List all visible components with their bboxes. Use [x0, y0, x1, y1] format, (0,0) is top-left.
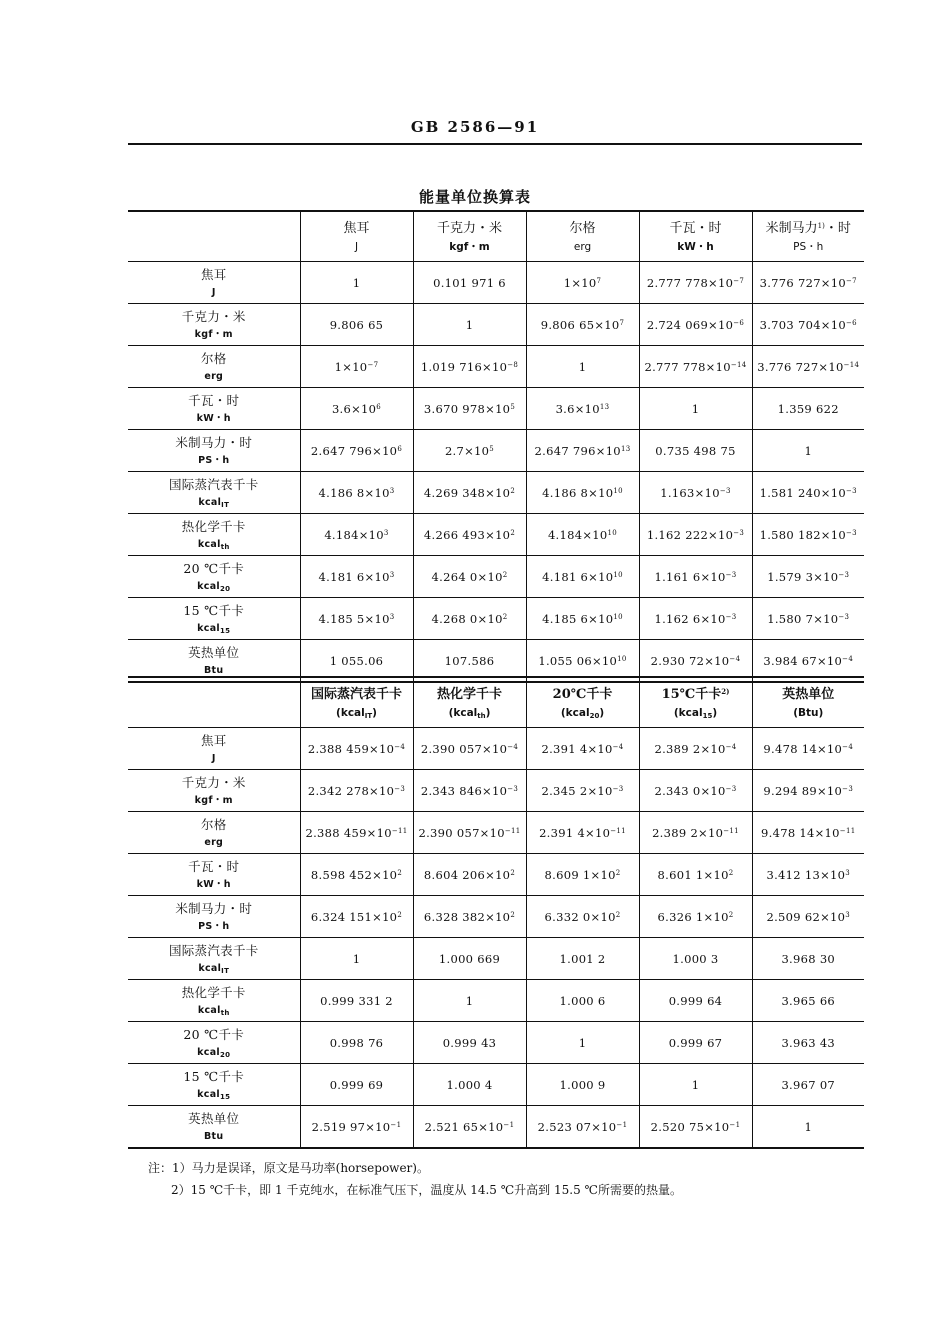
table-row: [128, 346, 864, 388]
table-cell: 3.967 07: [752, 1064, 864, 1106]
table-row: [128, 388, 864, 430]
column-header: 米制马力$^{1)}$・时 PS・h: [752, 211, 864, 262]
table-cell: 4.186 $8\times 10^{10}$: [526, 472, 639, 514]
footnote-2: 2）15 ℃千卡，即 1 千克纯水，在标准气压下，温度从 14.5 ℃升高到 15.5 ℃所需要的热量。: [171, 1183, 682, 1197]
table-cell: 1.580 $7\times 10^{-3}$: [752, 598, 864, 640]
table-cell: 2.343 $846\times 10^{-3}$: [413, 770, 526, 812]
table-cell: 2.519 $97\times 10^{-1}$: [300, 1106, 413, 1149]
table-cell: 8.601 $1\times 10^2$: [639, 854, 752, 896]
table-cell: 8.609 $1\times 10^2$: [526, 854, 639, 896]
table-cell: 0.999 64: [639, 980, 752, 1022]
table-cell: 2.388 $459\times 10^{-11}$: [300, 812, 413, 854]
row-header: 焦耳 J: [128, 262, 300, 304]
row-header: 米制马力・时 PS・h: [128, 896, 300, 938]
table-cell: 2.391 $4\times 10^{-4}$: [526, 728, 639, 770]
table-cell: 9.478 $14\times 10^{-4}$: [752, 728, 864, 770]
table-cell: 1: [639, 1064, 752, 1106]
table-cell: 2.509 $62\times 10^3$: [752, 896, 864, 938]
row-header: 米制马力・时 PS・h: [128, 430, 300, 472]
table-cell: 2.343 $0\times 10^{-3}$: [639, 770, 752, 812]
row-header: 千瓦・时 kW・h: [128, 388, 300, 430]
row-header: 焦耳 J: [128, 728, 300, 770]
table-cell: 9.478 $14\times 10^{-11}$: [752, 812, 864, 854]
table-cell: 2.777 $778\times 10^{-7}$: [639, 262, 752, 304]
table-cell: 3.965 66: [752, 980, 864, 1022]
table-cell: 0.999 67: [639, 1022, 752, 1064]
conversion-table-1: [128, 210, 864, 683]
table-cell: 1.579 $3\times 10^{-3}$: [752, 556, 864, 598]
table-cell: 1.000 3: [639, 938, 752, 980]
table-cell: 1: [300, 938, 413, 980]
table-cell: 0.999 69: [300, 1064, 413, 1106]
table-cell: 1: [752, 1106, 864, 1149]
row-header: 20 ℃千卡 kcal$_{20}$: [128, 1022, 300, 1064]
column-header: 热化学千卡 (kcal$_{th}$): [413, 677, 526, 728]
table-cell: 1: [300, 262, 413, 304]
footnote-1: 注：1）马力是误译，原文是马功率(horsepower)。: [148, 1161, 429, 1175]
column-header: 千瓦・时 kW・h: [639, 211, 752, 262]
column-header: 千克力・米 kgf・m: [413, 211, 526, 262]
row-header: 15 ℃千卡 kcal$_{15}$: [128, 598, 300, 640]
table-cell: 0.101 971 6: [413, 262, 526, 304]
table-cell: 4.185 $5\times 10^3$: [300, 598, 413, 640]
row-header: 20 ℃千卡 kcal$_{20}$: [128, 556, 300, 598]
table-cell: 4.264 $0\times 10^2$: [413, 556, 526, 598]
table-row: [128, 980, 864, 1022]
table-cell: 1.000 9: [526, 1064, 639, 1106]
table-cell: 1.581 $240\times 10^{-3}$: [752, 472, 864, 514]
table-cell: 1.000 4: [413, 1064, 526, 1106]
table-row: [128, 304, 864, 346]
table-cell: 2.391 $4\times 10^{-11}$: [526, 812, 639, 854]
table-cell: 1.055 $06\times 10^{10}$: [526, 640, 639, 683]
column-header: 英热单位 (Btu): [752, 677, 864, 728]
table-cell: 2.777 $778\times 10^{-14}$: [639, 346, 752, 388]
table-cell: 9.806 65: [300, 304, 413, 346]
table-cell: 2.521 $65\times 10^{-1}$: [413, 1106, 526, 1149]
table-cell: 4.181 $6\times 10^{10}$: [526, 556, 639, 598]
table-cell: $1\times 10^{-7}$: [300, 346, 413, 388]
table-cell: 2.389 $2\times 10^{-11}$: [639, 812, 752, 854]
table-row: [128, 262, 864, 304]
table-cell: 2.342 $278\times 10^{-3}$: [300, 770, 413, 812]
footnotes: [148, 1157, 682, 1201]
table-row: [128, 938, 864, 980]
conversion-table-2: [128, 676, 864, 1149]
table-cell: 0.999 43: [413, 1022, 526, 1064]
row-header: 千克力・米 kgf・m: [128, 304, 300, 346]
table-cell: 3.412 $13\times 10^3$: [752, 854, 864, 896]
row-header: 千瓦・时 kW・h: [128, 854, 300, 896]
table-row: [128, 430, 864, 472]
table-cell: 1.019 $716\times 10^{-8}$: [413, 346, 526, 388]
row-header: 尔格 erg: [128, 346, 300, 388]
table-cell: 4.269 $348\times 10^2$: [413, 472, 526, 514]
table-row: [128, 598, 864, 640]
table-cell: 1.000 6: [526, 980, 639, 1022]
table-cell: 2.345 $2\times 10^{-3}$: [526, 770, 639, 812]
table-row: [128, 1022, 864, 1064]
table-cell: 1.161 $6\times 10^{-3}$: [639, 556, 752, 598]
table-row: [128, 728, 864, 770]
table-header-row: [128, 211, 864, 262]
table-cell: 3.670 $978\times 10^5$: [413, 388, 526, 430]
table-cell: 1: [526, 346, 639, 388]
row-header: 国际蒸汽表千卡 kcal$_{IT}$: [128, 472, 300, 514]
table-cell: 1: [413, 304, 526, 346]
table-cell: 2.390 $057\times 10^{-4}$: [413, 728, 526, 770]
table-row: [128, 854, 864, 896]
table-cell: 2.520 $75\times 10^{-1}$: [639, 1106, 752, 1149]
table-cell: 4.186 $8\times 10^3$: [300, 472, 413, 514]
row-header: 千克力・米 kgf・m: [128, 770, 300, 812]
table-cell: 8.598 $452\times 10^2$: [300, 854, 413, 896]
corner-cell: [128, 677, 300, 728]
table-cell: 4.185 $6\times 10^{10}$: [526, 598, 639, 640]
table-cell: 2.724 $069\times 10^{-6}$: [639, 304, 752, 346]
table-cell: 3.776 $727\times 10^{-14}$: [752, 346, 864, 388]
table-header-row: [128, 677, 864, 728]
table-cell: 1.162 $6\times 10^{-3}$: [639, 598, 752, 640]
table-cell: 0.998 76: [300, 1022, 413, 1064]
table-cell: 9.294 $89\times 10^{-3}$: [752, 770, 864, 812]
table-cell: 2.390 $057\times 10^{-11}$: [413, 812, 526, 854]
table-cell: 1: [413, 980, 526, 1022]
row-header: 热化学千卡 kcal$_{th}$: [128, 514, 300, 556]
table-cell: 1.001 2: [526, 938, 639, 980]
row-header: 尔格 erg: [128, 812, 300, 854]
column-header: 20℃千卡 (kcal$_{20}$): [526, 677, 639, 728]
table-cell: 1.000 669: [413, 938, 526, 980]
corner-cell: [128, 211, 300, 262]
header-rule: [128, 143, 862, 145]
table-row: [128, 770, 864, 812]
footnote-ref: 1): [817, 221, 825, 230]
table-cell: 2.523 $07\times 10^{-1}$: [526, 1106, 639, 1149]
table-cell: 2.647 $796\times 10^{13}$: [526, 430, 639, 472]
table-cell: 2.389 $2\times 10^{-4}$: [639, 728, 752, 770]
row-header: 15 ℃千卡 kcal$_{15}$: [128, 1064, 300, 1106]
table-cell: $1\times 10^7$: [526, 262, 639, 304]
table-cell: 0.999 331 2: [300, 980, 413, 1022]
document-header-code: GB 2586—91: [410, 118, 540, 136]
table-cell: 2.647 $796\times 10^6$: [300, 430, 413, 472]
table-cell: $3.6\times 10^{13}$: [526, 388, 639, 430]
table-row: [128, 514, 864, 556]
table-cell: 6.332 $0\times 10^2$: [526, 896, 639, 938]
table-cell: 107.586: [413, 640, 526, 683]
table-cell: 1.162 $222\times 10^{-3}$: [639, 514, 752, 556]
row-header: 英热单位 Btu: [128, 640, 300, 683]
table-cell: 0.735 498 75: [639, 430, 752, 472]
table-cell: 1: [639, 388, 752, 430]
row-header: 国际蒸汽表千卡 kcal$_{IT}$: [128, 938, 300, 980]
table-row: [128, 472, 864, 514]
column-header: 焦耳 J: [300, 211, 413, 262]
table-cell: $2.7\times 10^5$: [413, 430, 526, 472]
table-cell: 6.326 $1\times 10^2$: [639, 896, 752, 938]
table-row: [128, 1106, 864, 1149]
table-cell: 1.359 622: [752, 388, 864, 430]
table-cell: 3.963 43: [752, 1022, 864, 1064]
table-cell: 4.266 $493\times 10^2$: [413, 514, 526, 556]
table-cell: 3.776 $727\times 10^{-7}$: [752, 262, 864, 304]
table-cell: 1: [526, 1022, 639, 1064]
footnote-ref: 2): [721, 686, 730, 696]
row-header: 英热单位 Btu: [128, 1106, 300, 1149]
table-row: [128, 812, 864, 854]
table-cell: 3.968 30: [752, 938, 864, 980]
column-header: 国际蒸汽表千卡 (kcal$_{IT}$): [300, 677, 413, 728]
table-cell: 9.806 $65\times 10^7$: [526, 304, 639, 346]
table-cell: 2.388 $459\times 10^{-4}$: [300, 728, 413, 770]
row-header: 热化学千卡 kcal$_{th}$: [128, 980, 300, 1022]
table-row: [128, 556, 864, 598]
table-cell: $4.184\times 10^{10}$: [526, 514, 639, 556]
table-cell: 3.984 $67\times 10^{-4}$: [752, 640, 864, 683]
column-header: 尔格 erg: [526, 211, 639, 262]
table-cell: $3.6\times 10^6$: [300, 388, 413, 430]
table-row: [128, 896, 864, 938]
table-cell: $4.184\times 10^3$: [300, 514, 413, 556]
table-cell: 2.930 $72\times 10^{-4}$: [639, 640, 752, 683]
table-cell: 3.703 $704\times 10^{-6}$: [752, 304, 864, 346]
table-cell: 4.268 $0\times 10^2$: [413, 598, 526, 640]
table-cell: $1.163\times 10^{-3}$: [639, 472, 752, 514]
column-header: 15℃千卡$^{2)}$ (kcal$_{15}$): [639, 677, 752, 728]
table-cell: 8.604 $206\times 10^2$: [413, 854, 526, 896]
table-title: 能量单位换算表: [418, 188, 531, 206]
table-cell: 1: [752, 430, 864, 472]
table-cell: 6.328 $382\times 10^2$: [413, 896, 526, 938]
table-cell: 4.181 $6\times 10^3$: [300, 556, 413, 598]
table-cell: 1 055.06: [300, 640, 413, 683]
table-row: [128, 1064, 864, 1106]
table-cell: 6.324 $151\times 10^2$: [300, 896, 413, 938]
table-cell: 1.580 $182\times 10^{-3}$: [752, 514, 864, 556]
